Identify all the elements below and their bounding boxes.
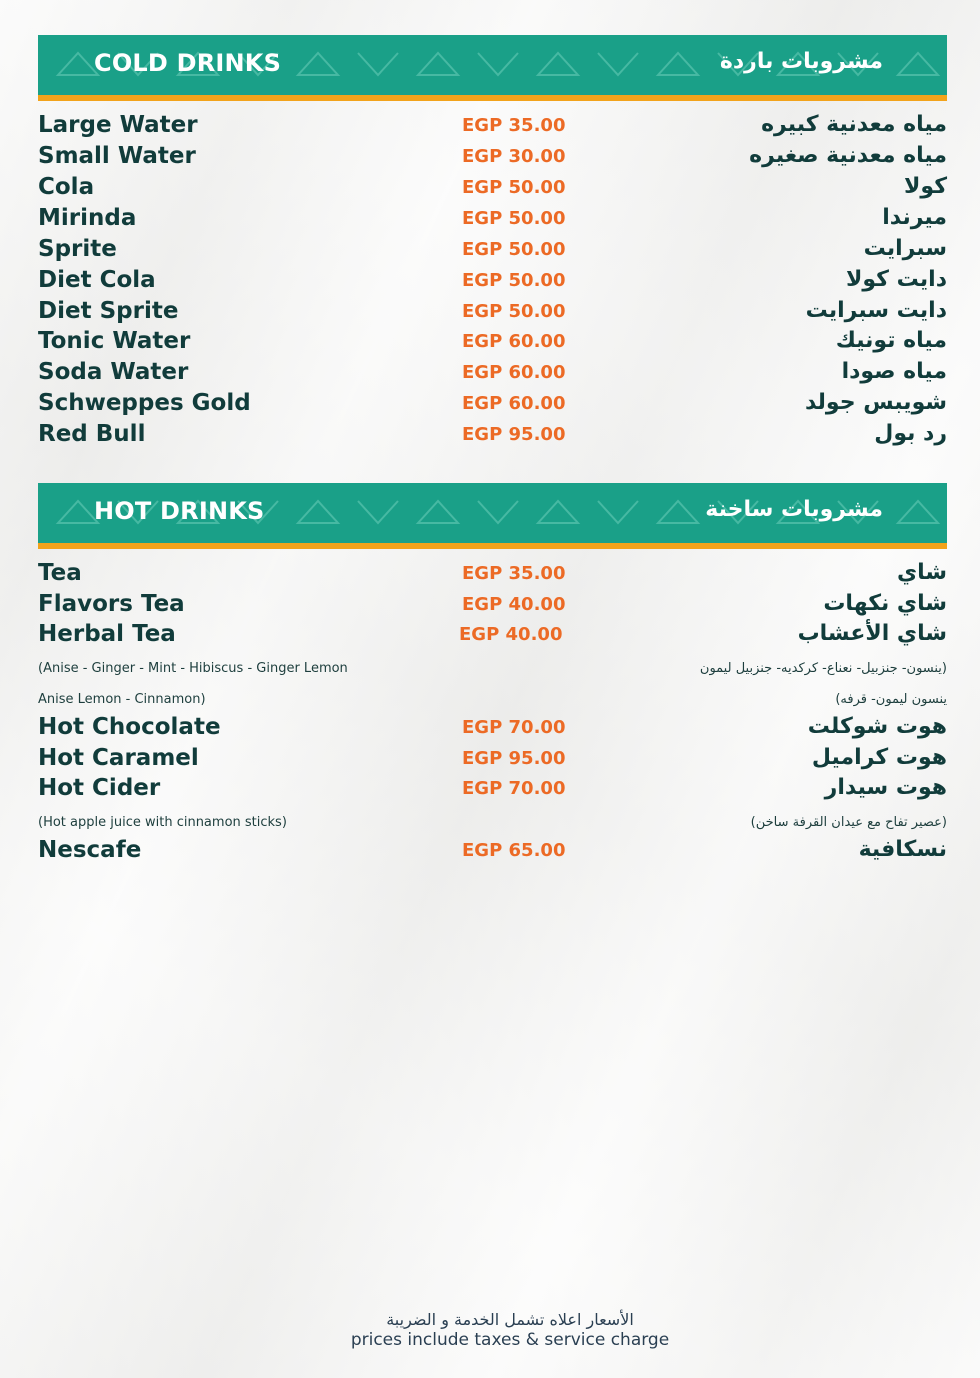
hot-drinks-section: [38, 483, 947, 873]
item-name-ar: دايت كولا: [845, 267, 947, 292]
item-name-en: Nescafe: [38, 837, 142, 863]
menu-row: [38, 560, 947, 591]
menu-row: [38, 143, 947, 174]
menu-row: [38, 359, 947, 390]
price-footer: [290, 1310, 730, 1350]
item-name-ar: رد بول: [874, 421, 947, 446]
menu-row: [38, 714, 947, 745]
item-price: EGP 35.00: [462, 115, 566, 136]
note-en: (Anise - Ginger - Mint - Hibiscus - Ginger Lemon: [38, 661, 348, 676]
item-price: EGP 35.00: [462, 563, 566, 584]
item-name-en: Tea: [38, 560, 82, 586]
item-name-en: Tonic Water: [38, 328, 191, 354]
herbal-tea-note: [38, 661, 947, 681]
item-name-ar: شويبس جولد: [804, 390, 947, 415]
menu-row: [38, 591, 947, 622]
item-name-ar: سبرايت: [863, 236, 947, 261]
herbal-tea-note: [38, 692, 947, 712]
item-name-ar: هوت شوكلت: [807, 714, 947, 739]
menu-row: [38, 236, 947, 267]
item-name-ar: دايت سبرايت: [805, 298, 947, 323]
item-price: EGP 40.00: [459, 624, 563, 645]
item-price: EGP 40.00: [462, 594, 566, 615]
item-name-en: Soda Water: [38, 359, 189, 385]
hot-drinks-title-ar: مشروبات ساخنة: [705, 497, 883, 522]
item-name-ar: نسكافية: [858, 837, 947, 862]
item-name-en: Diet Sprite: [38, 298, 179, 324]
item-name-en: Cola: [38, 174, 95, 200]
item-price: EGP 50.00: [462, 208, 566, 229]
item-name-ar: شاي نكهات: [823, 591, 947, 616]
menu-row: [38, 328, 947, 359]
cold-drinks-banner: [38, 35, 947, 101]
item-name-ar: كولا: [904, 174, 947, 199]
hot-drinks-title-en: HOT DRINKS: [94, 497, 265, 525]
item-name-en: Herbal Tea: [38, 621, 176, 647]
item-name-en: Flavors Tea: [38, 591, 185, 617]
item-name-ar: مياه معدنية صغيره: [749, 143, 947, 168]
item-name-ar: مياه صودا: [841, 359, 947, 384]
menu-row: [38, 621, 947, 652]
cold-drinks-section: [38, 35, 947, 455]
footer-note-ar: الأسعار اعلاه تشمل الخدمة و الضريبة: [386, 1310, 634, 1329]
item-name-ar: مياه معدنية كبيره: [761, 112, 947, 137]
item-price: EGP 50.00: [462, 239, 566, 260]
cold-drinks-title-ar: مشروبات باردة: [719, 49, 883, 74]
hot-drinks-banner: [38, 483, 947, 549]
footer-note-en: prices include taxes & service charge: [350, 1330, 670, 1350]
note-ar: ينسون ليمون- قرفه): [835, 692, 947, 707]
item-name-ar: ميرندا: [882, 205, 947, 230]
item-price: EGP 60.00: [462, 331, 566, 352]
item-price: EGP 60.00: [462, 393, 566, 414]
menu-row: [38, 298, 947, 329]
menu-row: [38, 112, 947, 143]
menu-row: [38, 837, 947, 868]
item-name-en: Red Bull: [38, 421, 146, 447]
item-price: EGP 70.00: [462, 717, 566, 738]
item-price: EGP 50.00: [462, 270, 566, 291]
menu-row: [38, 745, 947, 776]
item-name-ar: مياه تونيك: [835, 328, 947, 353]
cold-drinks-title-en: COLD DRINKS: [94, 49, 282, 77]
menu-row: [38, 267, 947, 298]
note-ar: (عصير تفاح مع عيدان القرفة ساخن): [750, 815, 947, 830]
note-ar: (ينسون- جنزبيل- نعناع- كركديه- جنزبيل ليمون: [699, 661, 947, 676]
item-price: EGP 70.00: [462, 778, 566, 799]
item-name-en: Mirinda: [38, 205, 137, 231]
item-name-en: Hot Cider: [38, 775, 161, 801]
item-name-en: Large Water: [38, 112, 198, 138]
item-price: EGP 50.00: [462, 301, 566, 322]
item-name-en: Schweppes Gold: [38, 390, 251, 416]
menu-row: [38, 390, 947, 421]
item-price: EGP 30.00: [462, 146, 566, 167]
menu-row: [38, 421, 947, 452]
note-en: Anise Lemon - Cinnamon): [38, 692, 206, 707]
item-name-en: Hot Caramel: [38, 745, 199, 771]
item-name-en: Sprite: [38, 236, 117, 262]
menu-row: [38, 775, 947, 806]
item-name-ar: هوت كراميل: [811, 745, 947, 770]
menu-row: [38, 174, 947, 205]
item-name-en: Small Water: [38, 143, 196, 169]
item-name-en: Diet Cola: [38, 267, 156, 293]
item-price: EGP 95.00: [462, 748, 566, 769]
menu-row: [38, 205, 947, 236]
item-name-ar: هوت سيدار: [824, 775, 947, 800]
item-name-en: Hot Chocolate: [38, 714, 221, 740]
item-price: EGP 50.00: [462, 177, 566, 198]
item-name-ar: شاي: [896, 560, 947, 585]
hot-cider-note: [38, 815, 947, 835]
note-en: (Hot apple juice with cinnamon sticks): [38, 815, 287, 830]
item-name-ar: شاي الأعشاب: [797, 621, 947, 646]
item-price: EGP 60.00: [462, 362, 566, 383]
item-price: EGP 65.00: [462, 840, 566, 861]
item-price: EGP 95.00: [462, 424, 566, 445]
